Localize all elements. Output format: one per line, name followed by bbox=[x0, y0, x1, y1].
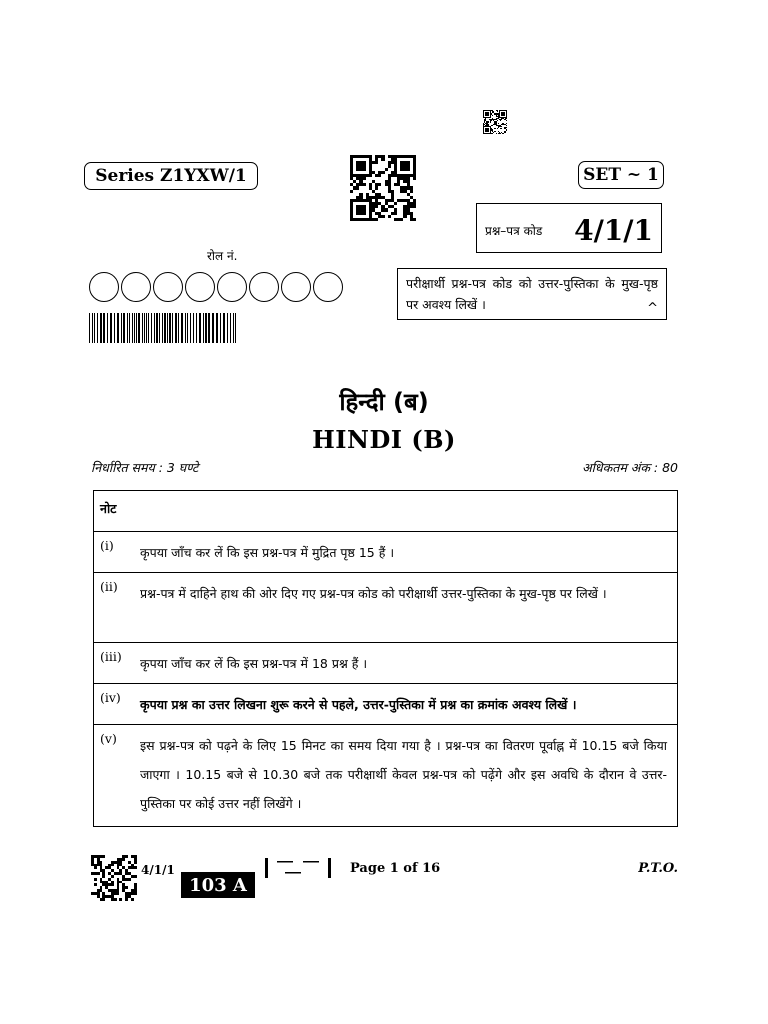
roll-digit-box[interactable] bbox=[89, 272, 119, 302]
instruction-number: (iv) bbox=[100, 690, 121, 705]
footer-paper-code: 4/1/1 bbox=[141, 863, 175, 877]
instruction-row bbox=[94, 725, 677, 826]
instruction-row bbox=[94, 532, 677, 573]
instruction-number: (v) bbox=[100, 731, 117, 746]
note-heading: नोट bbox=[94, 491, 677, 532]
instruction-row bbox=[94, 643, 677, 684]
registration-mark bbox=[265, 858, 331, 880]
maximum-marks: अधिकतम अंक : 80 bbox=[582, 460, 678, 475]
qp-code-notice-text: परीक्षार्थी प्रश्न-पत्र कोड को उत्तर-पुस्तिका के मुख-पृष्ठ पर अवश्य लिखें । bbox=[406, 276, 658, 312]
footer-code-box: 103 A bbox=[181, 872, 255, 898]
roll-number-boxes[interactable] bbox=[89, 272, 344, 302]
subject-title-english: HINDI (B) bbox=[312, 425, 456, 454]
subject-title-hindi: हिन्दी (ब) bbox=[339, 388, 429, 416]
roll-digit-box[interactable] bbox=[153, 272, 183, 302]
instruction-text: इस प्रश्न-पत्र को पढ़ने के लिए 15 मिनट का समय दिया गया है । प्रश्न-पत्र का वितरण पूर्वाह्न में 10.15 बजे किया जाएगा । 10.15 बजे से 10.30 बजे तक परीक्षार्थी केवल प्रश्न-पत्र को पढ़ेंगे और इस अवधि के दौरान वे उत्तर-पुस्तिका पर कोई उत्तर नहीं लिखेंगे । bbox=[140, 738, 667, 811]
instruction-text: कृपया प्रश्न का उत्तर लिखना शुरू करने से पहले, उत्तर-पुस्तिका में प्रश्न का क्रमांक अवश्य लिखें । bbox=[140, 697, 577, 712]
caret-mark: ^ bbox=[647, 301, 658, 316]
page-number: Page 1 of 16 bbox=[350, 861, 441, 876]
set-label: SET ~ 1 bbox=[578, 161, 664, 189]
qr-code bbox=[350, 155, 416, 221]
question-paper-code: 4/1/1 bbox=[574, 214, 653, 247]
small-qr-code bbox=[483, 110, 507, 134]
qp-code-notice bbox=[397, 268, 667, 320]
instruction-number: (i) bbox=[100, 538, 114, 553]
roll-digit-box[interactable] bbox=[217, 272, 247, 302]
datamatrix-code bbox=[91, 855, 137, 901]
time-allowed: निर्धारित समय : 3 घण्टे bbox=[91, 460, 199, 475]
roll-digit-box[interactable] bbox=[281, 272, 311, 302]
roll-number-label: रोल नं. bbox=[207, 249, 238, 263]
instruction-number: (ii) bbox=[100, 579, 118, 594]
instruction-text: प्रश्न-पत्र में दाहिने हाथ की ओर दिए गए प्रश्न-पत्र कोड को परीक्षार्थी उत्तर-पुस्तिका के मुख-पृष्ठ पर लिखें । bbox=[140, 586, 607, 601]
instruction-row bbox=[94, 573, 677, 643]
question-paper-code-label: प्रश्न–पत्र कोड bbox=[485, 224, 543, 238]
instructions-table bbox=[93, 490, 678, 827]
roll-digit-box[interactable] bbox=[249, 272, 279, 302]
roll-digit-box[interactable] bbox=[313, 272, 343, 302]
series-label: Series Z1YXW/1 bbox=[84, 162, 258, 190]
please-turn-over: P.T.O. bbox=[638, 861, 678, 876]
barcode bbox=[89, 313, 238, 343]
question-paper-code-box bbox=[476, 203, 662, 253]
instruction-text: कृपया जाँच कर लें कि इस प्रश्न-पत्र में 18 प्रश्न हैं । bbox=[140, 656, 368, 671]
instruction-text: कृपया जाँच कर लें कि इस प्रश्न-पत्र में मुद्रित पृष्ठ 15 हैं । bbox=[140, 545, 395, 560]
instruction-row bbox=[94, 684, 677, 725]
roll-digit-box[interactable] bbox=[121, 272, 151, 302]
instruction-number: (iii) bbox=[100, 649, 122, 664]
roll-digit-box[interactable] bbox=[185, 272, 215, 302]
